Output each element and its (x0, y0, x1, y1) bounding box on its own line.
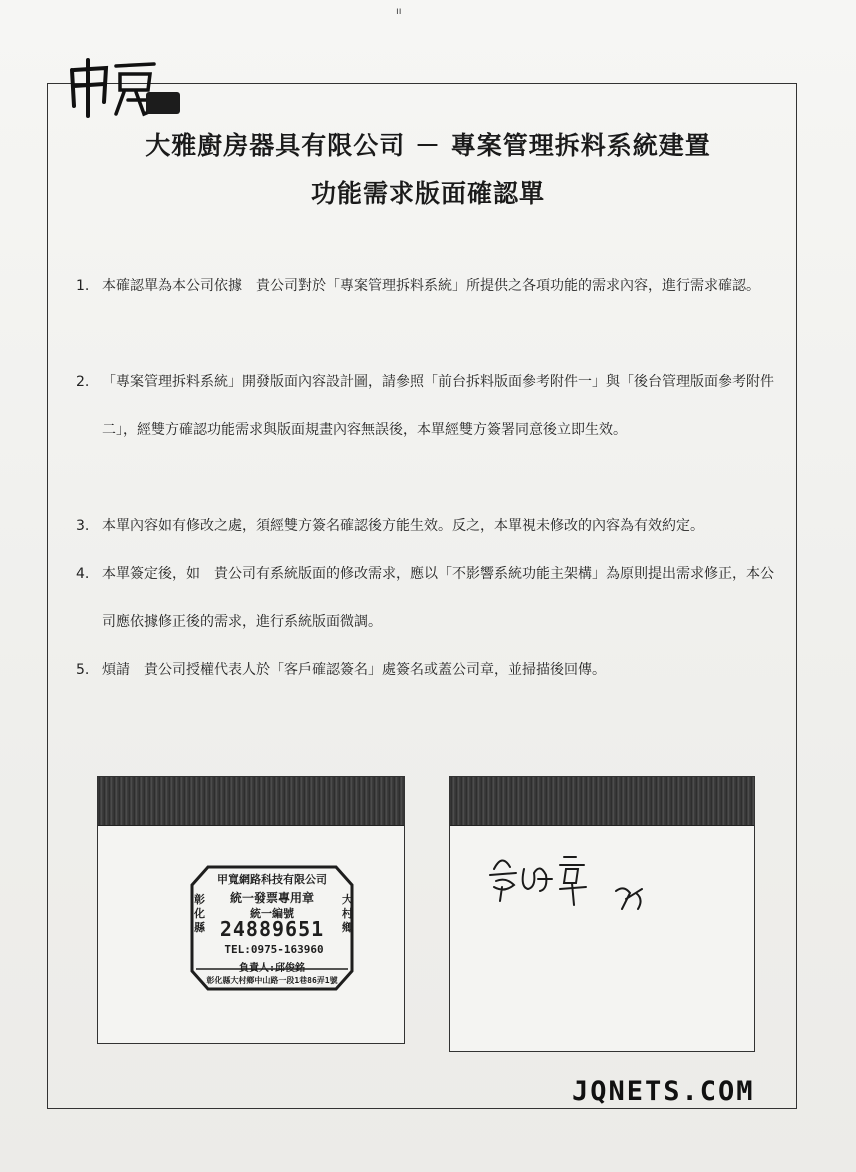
clause-number: 4. (76, 566, 90, 582)
clause-text: 本確認單為本公司依據 貴公司對於「專案管理拆料系統」所提供之各項功能的需求內容，進行需求確認。 (102, 278, 760, 294)
clause-number: 3. (76, 518, 90, 534)
clause-2 (76, 358, 786, 454)
clause-text: 本單簽定後，如 貴公司有系統版面的修改需求，應以「不影響系統功能主架構」為原則提出需求修正，本公司應依據修正後的需求，進行系統版面微調。 (102, 566, 774, 630)
stamp-company-name: 甲寬網路科技有限公司 (217, 873, 327, 886)
clause-3 (76, 502, 786, 550)
scan-mark: ıı (396, 6, 402, 17)
clause-text: 煩請 貴公司授權代表人於「客戶確認簽名」處簽名或蓋公司章，並掃描後回傳。 (102, 662, 606, 678)
clause-number: 1. (76, 278, 90, 294)
clause-text: 本單內容如有修改之處，須經雙方簽名確認後方能生效。反之，本單視未修改的內容為有效約定。 (102, 518, 704, 534)
stamp-side-right: 大村鄉 (342, 893, 353, 934)
redacted-block (146, 92, 180, 114)
company-stamp (188, 863, 356, 993)
redacted-header-bar (98, 777, 404, 826)
stamp-phone: TEL:0975-163960 (224, 943, 324, 956)
stamp-tax-id: 24889651 (219, 917, 325, 941)
document-title: 大雅廚房器具有限公司 － 專案管理拆料系統建置 (145, 131, 711, 160)
redacted-header-bar (450, 777, 754, 826)
clause-4 (76, 550, 786, 646)
clause-5 (76, 646, 786, 694)
stamp-owner: 負責人:邱俊銘 (238, 963, 306, 974)
stamp-side-left: 彰化縣 (194, 893, 205, 934)
stamp-tax-label: 統一編號 (250, 907, 294, 920)
company-seal-box (97, 776, 405, 1044)
handwritten-signature-icon (480, 839, 650, 919)
clause-number: 5. (76, 662, 90, 678)
footer-website: JQNETS.COM (572, 1076, 755, 1107)
stamp-usage: 統一發票專用章 (229, 891, 314, 905)
clause-text: 「專案管理拆料系統」開發版面內容設計圖，請參照「前台拆料版面參考附件一」與「後台管理版面參考附件二」，經雙方確認功能需求與版面規畫內容無誤後，本單經雙方簽署同意後立即生效。 (102, 374, 774, 438)
stamp-address: 彰化縣大村鄉中山路一段1巷86弄1號 (206, 976, 338, 985)
clause-1 (76, 262, 786, 310)
clause-number: 2. (76, 374, 90, 390)
document-subtitle: 功能需求版面確認單 (310, 179, 545, 208)
client-signature-box (449, 776, 755, 1052)
